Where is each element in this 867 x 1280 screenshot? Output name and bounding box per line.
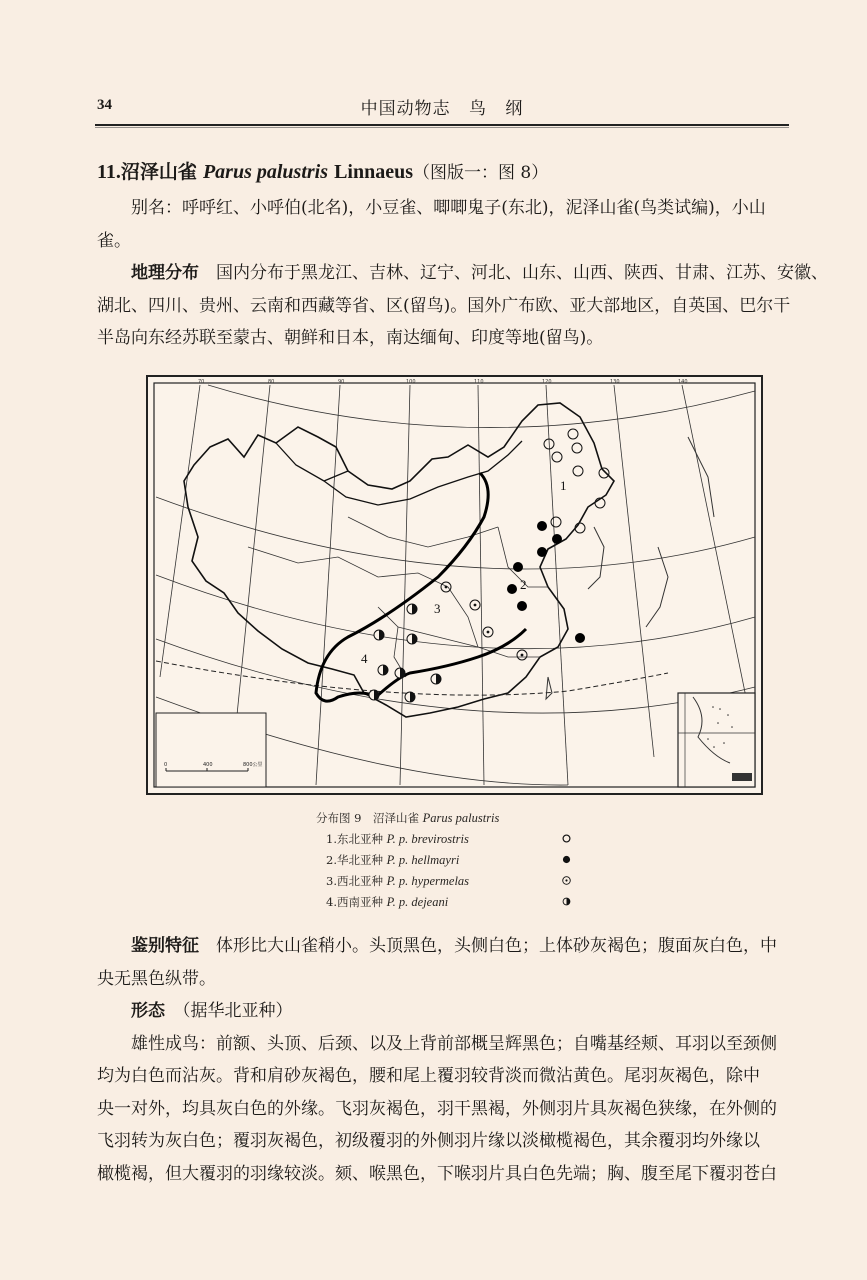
- lon-label: 120: [542, 379, 552, 385]
- open-circle-marker: [552, 452, 562, 462]
- diagnosis-text: 体形比大山雀稍小。头顶黑色，头侧白色；上体砂灰褐色；腹面灰白色，中: [216, 936, 777, 956]
- lon-label: 110: [474, 379, 484, 385]
- taiwan-outline: [546, 677, 552, 699]
- morphology-line: [97, 1125, 787, 1158]
- filled-circle-marker: [513, 562, 523, 572]
- header-rule-secondary: [95, 127, 789, 128]
- morphology-heading-line: [97, 995, 787, 1028]
- morphology-text: 橄榄褐，但大覆羽的羽缘较淡。颏、喉黑色，下喉羽片具白色先端；胸、腹至尾下覆羽苍白: [97, 1163, 777, 1184]
- filled-circle-marker: [517, 601, 527, 611]
- distribution-text: 湖北、四川、贵州、云南和西藏等省、区(留鸟)。国外广布欧、亚大部地区，自英国、巴尔干: [97, 295, 791, 316]
- legend-sci: P. p. dejeani: [386, 895, 449, 909]
- filled-circle-marker: [575, 633, 585, 643]
- lon-label: 130: [610, 379, 620, 385]
- filled-circle-marker: [537, 521, 547, 531]
- legend-label: 1.东北亚种: [326, 832, 383, 846]
- morphology-line: [97, 1093, 787, 1126]
- scale-label: 400: [203, 762, 213, 768]
- subspecies-1-points: [544, 429, 609, 533]
- aliases-line: [97, 192, 787, 225]
- half-circle-marker: [395, 668, 405, 678]
- filled-circle-marker: [507, 584, 517, 594]
- morphology-text: 均为白色而沾灰。背和肩砂灰褐色，腰和尾上覆羽较背淡而微沾黄色。尾羽灰褐色，除中: [97, 1066, 760, 1086]
- morphology-line: [97, 1158, 787, 1191]
- morphology-text: 飞羽转为灰白色；覆羽灰褐色，初级覆羽的外侧羽片缘以淡橄榄褐色，其余覆羽均外缘以: [97, 1131, 760, 1151]
- dotted-circle-marker: [470, 600, 480, 610]
- legend-item: [316, 892, 576, 913]
- legend-label: 3.西北亚种: [326, 874, 383, 888]
- dotted-circle-marker: [517, 650, 527, 660]
- species-number: 11.: [97, 161, 121, 183]
- open-circle-marker: [568, 429, 578, 439]
- diagnosis-text: 央无黑色纵带。: [97, 968, 216, 989]
- morphology-text: 雄性成鸟：前额、头顶、后颈、以及上背前部概呈辉黑色；自嘴基经颊、耳羽以至颈侧: [131, 1033, 777, 1054]
- scale-bar: [156, 713, 266, 787]
- scale-label: 0: [164, 762, 168, 768]
- header-rule: [95, 124, 789, 126]
- dotted-circle-icon: [562, 876, 571, 885]
- distribution-label: 地理分布: [131, 263, 199, 283]
- morphology-line: [97, 1028, 787, 1061]
- lon-label: 100: [406, 379, 416, 385]
- legend-label: 2.华北亚种: [326, 853, 383, 867]
- diagnosis-line: [97, 963, 787, 996]
- morphology-note: （据华北亚种）: [182, 1001, 293, 1021]
- distribution-map: [146, 375, 763, 795]
- half-circle-marker: [407, 604, 417, 614]
- legend-item: [316, 850, 576, 871]
- species-chinese-name: 沼泽山雀: [120, 161, 197, 183]
- morphology-label: 形态: [131, 1001, 165, 1021]
- distribution-line: [97, 322, 787, 355]
- half-circle-marker: [407, 634, 417, 644]
- aliases-text: 别名：呼呼红、小呼伯(北名)，小豆雀、唧唧鬼子(东北)，泥泽山雀(鸟类试编)，小山: [131, 198, 766, 218]
- legend-sci: P. p. hellmayri: [386, 853, 460, 867]
- dotted-circle-marker: [441, 582, 451, 592]
- distribution-line: [97, 290, 791, 323]
- species-author: Linnaeus: [334, 161, 414, 183]
- open-circle-marker: [575, 523, 585, 533]
- legend-item: [316, 829, 576, 850]
- half-circle-marker: [374, 630, 384, 640]
- open-circle-marker: [573, 466, 583, 476]
- legend-item: [316, 871, 576, 892]
- half-circle-marker: [369, 690, 379, 700]
- region-number: 1: [560, 478, 567, 493]
- page-number: 34: [97, 97, 112, 113]
- caption-title-sci: Parus palustris: [422, 811, 500, 825]
- aliases-line: [97, 225, 787, 258]
- filled-circle-icon: [562, 855, 571, 864]
- morphology-text: 央一对外，均具灰白色的外缘。飞羽灰褐色，羽干黑褐，外侧羽片具灰褐色狭缘，在外侧的: [97, 1098, 777, 1119]
- half-circle-marker: [378, 665, 388, 675]
- scale-label: 800公里: [243, 762, 263, 768]
- legend-sci: P. p. hypermelas: [386, 874, 470, 888]
- half-circle-marker: [405, 692, 415, 702]
- open-circle-icon: [562, 834, 571, 843]
- open-circle-marker: [572, 443, 582, 453]
- legend-label: 4.西南亚种: [326, 895, 383, 909]
- figure-caption: [316, 808, 576, 913]
- filled-circle-marker: [537, 547, 547, 557]
- distribution-text: 半岛向东经苏联至蒙古、朝鲜和日本，南达缅甸、印度等地(留鸟)。: [97, 328, 604, 348]
- morphology-paragraph: [97, 995, 787, 1190]
- region-number: 3: [434, 601, 441, 616]
- tropic-line: [156, 661, 668, 695]
- distribution-text: 国内分布于黑龙江、吉林、辽宁、河北、山东、山西、陕西、甘肃、江苏、安徽、: [216, 263, 828, 283]
- open-circle-marker: [551, 517, 561, 527]
- longitude-labels: [198, 379, 688, 385]
- south-china-sea-inset: [678, 693, 755, 787]
- half-circle-marker: [431, 674, 441, 684]
- diagnosis-label: 鉴别特征: [131, 936, 199, 956]
- open-circle-marker: [599, 468, 609, 478]
- diagnosis-paragraph: [97, 930, 787, 995]
- half-filled-circle-icon: [562, 897, 571, 906]
- dotted-circle-marker: [483, 627, 493, 637]
- lon-label: 70: [198, 379, 205, 385]
- distribution-paragraph: [97, 257, 828, 355]
- filled-circle-marker: [552, 534, 562, 544]
- legend-sci: P. p. brevirostris: [386, 832, 469, 846]
- caption-title-text: 分布图 9 沼泽山雀: [316, 811, 419, 825]
- subspecies-range-boundary: [316, 473, 526, 701]
- aliases-paragraph: [97, 192, 787, 257]
- plate-reference: （图版一：图 8）: [413, 163, 549, 183]
- lon-label: 140: [678, 379, 688, 385]
- morphology-line: [97, 1060, 787, 1093]
- province-boundaries: [248, 517, 548, 677]
- running-head: [97, 93, 787, 119]
- region-number: 2: [520, 577, 527, 592]
- running-head-title: 中国动物志 鸟 纲: [360, 99, 524, 119]
- distribution-line: [97, 257, 828, 290]
- lon-label: 90: [338, 379, 345, 385]
- aliases-text: 雀。: [97, 230, 131, 251]
- species-scientific-name: Parus palustris: [202, 161, 329, 183]
- caption-title: [316, 808, 576, 829]
- region-number: 4: [361, 651, 368, 666]
- diagnosis-line: [97, 930, 787, 963]
- species-heading: [97, 158, 787, 187]
- lon-label: 80: [268, 379, 275, 385]
- map-drawing: [148, 377, 761, 793]
- korea-japan-coast: [588, 437, 714, 627]
- mongolia-border: [276, 441, 522, 505]
